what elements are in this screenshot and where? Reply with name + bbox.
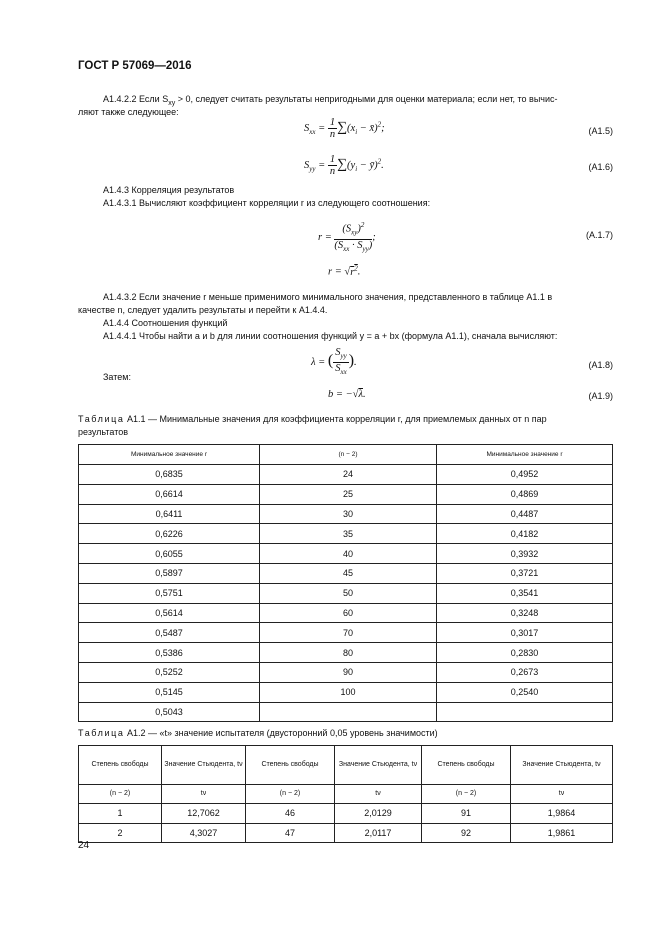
table-cell: 50 xyxy=(260,583,437,603)
table-cell: 0,5043 xyxy=(79,702,260,722)
table-cell: 0,3248 xyxy=(437,603,613,623)
table-cell: 30 xyxy=(260,504,437,524)
table-cell xyxy=(260,702,437,722)
table1-body xyxy=(79,465,613,722)
paragraph-a1441: А1.4.4.1 Чтобы найти a и b для линии соотношения функций y = a + bx (формула А1.1), сначала вычисляют: xyxy=(103,331,558,341)
paragraph-a1432-line2: качестве n, следует удалить результаты и перейти к А1.4.4. xyxy=(78,305,328,315)
paragraph-a1431: А1.4.3.1 Вычисляют коэффициент корреляции r из следующего соотношения: xyxy=(103,198,431,208)
table2-caption-label: Таблица xyxy=(78,728,125,738)
formula-a16: $S_{yy}$ = $\frac{1}{n}$ $\sum(y_i$ − ȳ)$^2$. xyxy=(304,154,384,177)
table-cell: 0,2830 xyxy=(437,643,613,663)
table-cell: 0,4952 xyxy=(437,465,613,485)
table-cell: 45 xyxy=(260,563,437,583)
table-cell: 0,5897 xyxy=(79,563,260,583)
table-cell: 100 xyxy=(260,682,437,702)
table2-subheader: (n − 2) xyxy=(422,785,511,804)
table2-subheader: tν xyxy=(335,785,422,804)
table-row xyxy=(79,623,613,643)
table-cell: 46 xyxy=(246,804,335,824)
table2-subheader: (n − 2) xyxy=(246,785,335,804)
table-row xyxy=(79,804,613,824)
paragraph-a1422-start: А1.4.2.2 Если S xyxy=(103,94,169,104)
table-cell: 0,2673 xyxy=(437,662,613,682)
table-cell: 0,3017 xyxy=(437,623,613,643)
table-cell: 60 xyxy=(260,603,437,623)
table-cell: 1,9861 xyxy=(511,823,613,843)
table-cell: 0,5252 xyxy=(79,662,260,682)
formula-a16-number: (А1.6) xyxy=(588,162,613,172)
table-cell: 91 xyxy=(422,804,511,824)
paragraph-a143: А1.4.3 Корреляция результатов xyxy=(103,185,235,195)
table-cell: 0,5386 xyxy=(79,643,260,663)
table-cell: 0,4487 xyxy=(437,504,613,524)
table-cell: 35 xyxy=(260,524,437,544)
paragraph-a1432: А1.4.3.2 Если значение r меньше применимого минимального значения, представленного в таблице А1.1 в xyxy=(103,292,553,302)
table-cell: 70 xyxy=(260,623,437,643)
table-cell: 12,7062 xyxy=(162,804,246,824)
table-cell: 80 xyxy=(260,643,437,663)
table2-header: Значение Стьюдента, tν xyxy=(511,746,613,785)
table2-caption xyxy=(78,727,613,740)
table2-caption-text: А1.2 — «t» значение испытателя (двусторонний 0,05 уровень значимости) xyxy=(124,728,438,738)
table1-header: Минимальное значение r xyxy=(79,445,260,465)
table2-body xyxy=(79,804,613,843)
table-cell: 0,4869 xyxy=(437,484,613,504)
table2-subheader: tν xyxy=(162,785,246,804)
table2-header-row xyxy=(79,746,613,785)
table-row xyxy=(79,465,613,485)
table-cell: 0,5487 xyxy=(79,623,260,643)
table2-subheader: (n − 2) xyxy=(79,785,162,804)
table-cell: 24 xyxy=(260,465,437,485)
table2-header: Значение Стьюдента, tν xyxy=(335,746,422,785)
table2-header: Степень свободы xyxy=(79,746,162,785)
table-cell xyxy=(437,702,613,722)
table1-caption-text: А1.1 — Минимальные значения для коэффициента корреляции r, для приемлемых данных от n пар xyxy=(124,414,547,424)
table-row xyxy=(79,702,613,722)
formula-a17-number: (А.1.7) xyxy=(585,230,613,240)
table-cell: 2,0117 xyxy=(335,823,422,843)
formula-a19-number: (А1.9) xyxy=(588,391,613,401)
table-cell: 0,5751 xyxy=(79,583,260,603)
formula-a18: λ = ( $\frac{S_{yy}}{S_{xx}}$ ). xyxy=(311,347,357,377)
table1-header: (n − 2) xyxy=(260,445,437,465)
formula-a19: b = −√λ. xyxy=(328,389,366,400)
formula-a17: r = $\frac{(S_{xy})^2}{(S_{xx} \cdot S_{yy})}$ ; xyxy=(318,221,376,253)
formula-a18-number: (А1.8) xyxy=(588,360,613,370)
table1-caption-label: Таблица xyxy=(78,414,125,424)
table-row xyxy=(79,563,613,583)
table-row xyxy=(79,682,613,702)
formula-r-sqrt: $r = √r^2$. xyxy=(328,264,361,278)
table2 xyxy=(78,745,613,843)
table-cell: 47 xyxy=(246,823,335,843)
table-cell: 2 xyxy=(79,823,162,843)
table-cell: 0,6226 xyxy=(79,524,260,544)
table-cell: 0,6411 xyxy=(79,504,260,524)
table-row xyxy=(79,583,613,603)
table-cell: 92 xyxy=(422,823,511,843)
table-cell: 0,6055 xyxy=(79,544,260,564)
table-cell: 25 xyxy=(260,484,437,504)
table1-header: Минимальное значение r xyxy=(437,445,613,465)
formula-a15-number: (А1.5) xyxy=(588,126,613,136)
table-cell: 0,5614 xyxy=(79,603,260,623)
table-row xyxy=(79,544,613,564)
table1-caption-line2: результатов xyxy=(78,427,129,437)
table-cell: 90 xyxy=(260,662,437,682)
paragraph-a1422-line2: ляют также следующее: xyxy=(78,107,179,117)
paragraph-a144: А1.4.4 Соотношения функций xyxy=(103,318,228,328)
table-row xyxy=(79,484,613,504)
table-cell: 0,3932 xyxy=(437,544,613,564)
formula-a15: $S_{xx}$ = $\frac{1}{n}$ $\sum(x_i$ − x̄)$^2$; xyxy=(304,117,385,140)
table2-header: Значение Стьюдента, tν xyxy=(162,746,246,785)
table-row xyxy=(79,504,613,524)
then-label: Затем: xyxy=(103,372,131,382)
table1-caption xyxy=(78,413,613,426)
table-cell: 1 xyxy=(79,804,162,824)
document-header: ГОСТ Р 57069—2016 xyxy=(78,60,192,72)
table1 xyxy=(78,444,613,722)
table-row xyxy=(79,643,613,663)
table-cell: 0,3721 xyxy=(437,563,613,583)
table2-subheader: tν xyxy=(511,785,613,804)
table-cell: 0,6835 xyxy=(79,465,260,485)
page-number: 24 xyxy=(78,840,90,851)
table-row xyxy=(79,662,613,682)
table-cell: 1,9864 xyxy=(511,804,613,824)
table-cell: 0,5145 xyxy=(79,682,260,702)
table2-subheader-row xyxy=(79,785,613,804)
paragraph-a1422-subscript: xy xyxy=(168,99,176,107)
table-cell: 0,3541 xyxy=(437,583,613,603)
table-cell: 4,3027 xyxy=(162,823,246,843)
table-cell: 0,6614 xyxy=(79,484,260,504)
table-row xyxy=(79,603,613,623)
table-cell: 2,0129 xyxy=(335,804,422,824)
table-row xyxy=(79,823,613,843)
paragraph-a1422-rest: > 0, следует считать результаты непригодными для оценки материала; если нет, то вычис- xyxy=(175,94,558,104)
table2-header: Степень свободы xyxy=(246,746,335,785)
table-cell: 0,2540 xyxy=(437,682,613,702)
table-row xyxy=(79,524,613,544)
table2-header: Степень свободы xyxy=(422,746,511,785)
table-cell: 40 xyxy=(260,544,437,564)
table-cell: 0,4182 xyxy=(437,524,613,544)
